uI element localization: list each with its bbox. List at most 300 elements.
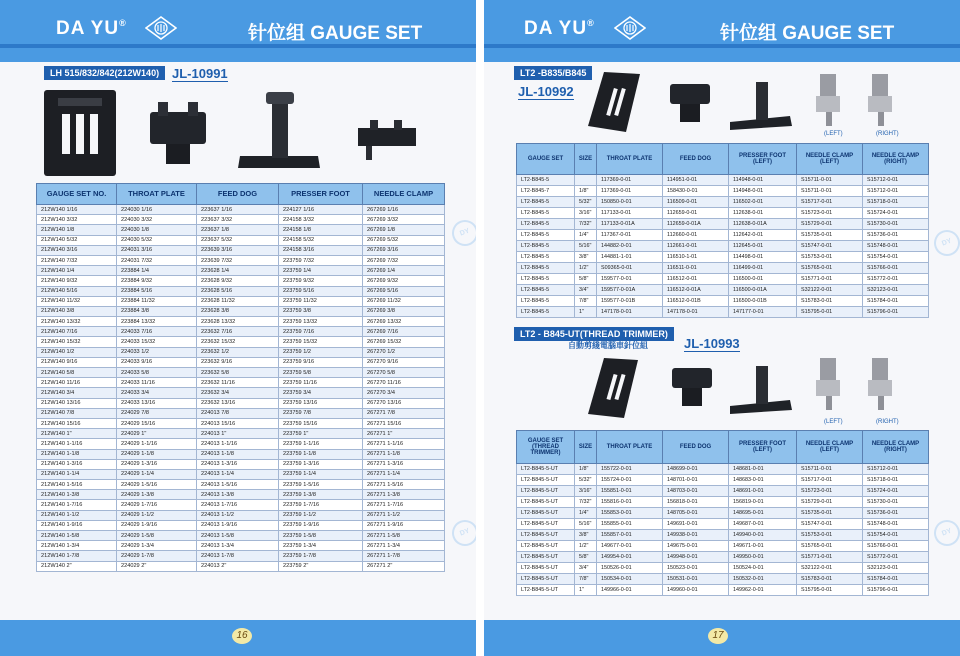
table-cell: 223759 1-5/16 <box>279 480 363 490</box>
table-cell: 112661-0-01 <box>663 241 729 252</box>
table-cell: 223628 11/32 <box>197 296 279 306</box>
table-cell: 223628 9/32 <box>197 276 279 286</box>
table-cell: LT2-B845-5 <box>517 230 575 241</box>
table-cell: 159577-0-01A <box>597 285 663 296</box>
table-cell: 149677-0-01 <box>597 541 663 552</box>
column-header: SIZE <box>575 431 597 464</box>
table-cell: 149687-0-01 <box>729 519 797 530</box>
table-cell: 5/8" <box>575 552 597 563</box>
table-cell: 112638-0-01A <box>729 219 797 230</box>
left-clamp-label: (LEFT) <box>824 131 843 137</box>
table-cell: 224013 1-1/16 <box>197 439 279 449</box>
product-code: JL-10992 <box>518 84 574 99</box>
table-cell: 267271 1-7/8 <box>363 551 445 561</box>
table-cell: S15783-0-01 <box>797 574 863 585</box>
table-cell: S32123-0-01 <box>863 285 929 296</box>
column-header: NEEDLE CLAMP (LEFT) <box>797 431 863 464</box>
table-cell: 212W140 15/16 <box>37 418 117 428</box>
brand-name: DA YU® <box>524 18 595 39</box>
table-row <box>37 245 445 255</box>
table-cell: 267269 1/8 <box>363 225 445 235</box>
column-header: NEEDLE CLAMP (LEFT) <box>797 144 863 175</box>
table-cell: 224013 2" <box>197 561 279 571</box>
table-cell: S15718-0-01 <box>863 475 929 486</box>
table-cell: 224033 3/4 <box>117 388 197 398</box>
table-cell: 224158 3/16 <box>279 245 363 255</box>
table-row <box>37 276 445 286</box>
table-cell: 224030 3/32 <box>117 215 197 225</box>
table-cell: 114948-0-01 <box>729 175 797 186</box>
table-cell: 212W140 7/8 <box>37 408 117 418</box>
table-cell: 223759 3/4 <box>279 388 363 398</box>
table-cell: 224030 5/32 <box>117 235 197 245</box>
table-cell: LT2-B845-5 <box>517 219 575 230</box>
model-label: LT2 - B845-UT(THREAD TRIMMER) <box>514 327 674 341</box>
table-cell: S15717-0-01 <box>797 197 863 208</box>
table-cell: 223884 11/32 <box>117 296 197 306</box>
right-page <box>484 0 960 656</box>
table-cell: 149671-0-01 <box>729 541 797 552</box>
table-cell: 7/32" <box>575 219 597 230</box>
table-row <box>37 510 445 520</box>
table-cell: 1" <box>575 585 597 596</box>
table-row <box>37 551 445 561</box>
gauge-set-table <box>516 143 929 318</box>
table-cell: 112645-0-01 <box>729 241 797 252</box>
table-cell: LT2-B845-5 <box>517 307 575 318</box>
table-row <box>37 439 445 449</box>
table-cell: 212W140 1/8 <box>37 225 117 235</box>
table-cell: LT2-B845-5-UT <box>517 508 575 519</box>
table-row <box>517 585 929 596</box>
table-cell: 1/4" <box>575 508 597 519</box>
column-header: PRESSER FOOT (LEFT) <box>729 431 797 464</box>
table-cell: 150534-0-01 <box>597 574 663 585</box>
table-cell: S15735-0-01 <box>797 508 863 519</box>
table-cell: LT2-B845-5-UT <box>517 486 575 497</box>
table-cell: 212W140 3/4 <box>37 388 117 398</box>
table-cell: 112660-0-01 <box>663 230 729 241</box>
table-cell: 116510-1-01 <box>663 252 729 263</box>
table-cell: S15724-0-01 <box>863 208 929 219</box>
table-cell: S32122-0-01 <box>797 285 863 296</box>
column-header: NEEDLE CLAMP <box>363 184 445 205</box>
table-cell: 5/16" <box>575 519 597 530</box>
table-cell: LT2-B845-5 <box>517 208 575 219</box>
watermark-logo: DY <box>448 216 476 249</box>
table-cell: 267269 5/16 <box>363 286 445 296</box>
table-cell: S15724-0-01 <box>863 486 929 497</box>
table-cell: 148703-0-01 <box>663 486 729 497</box>
table-cell: 223632 7/16 <box>197 327 279 337</box>
table-cell: 5/16" <box>575 241 597 252</box>
table-cell: 212W140 1-1/4 <box>37 469 117 479</box>
table-cell: 267269 5/32 <box>363 235 445 245</box>
left-clamp-label: (LEFT) <box>824 419 843 425</box>
feed-dog-image <box>672 368 712 406</box>
watermark-logo: DY <box>448 516 476 549</box>
page-title: 针位组 GAUGE SET <box>720 23 895 44</box>
table-cell: 267271 1-1/16 <box>363 439 445 449</box>
table-cell: 148701-0-01 <box>663 475 729 486</box>
table-cell: 223759 7/16 <box>279 327 363 337</box>
throat-plate-image <box>44 90 116 176</box>
page-header <box>484 0 960 62</box>
table-row <box>37 235 445 245</box>
table-row <box>517 307 929 318</box>
table-cell: S15723-0-01 <box>797 208 863 219</box>
table-cell: S15766-0-01 <box>863 541 929 552</box>
table-row <box>517 274 929 285</box>
table-cell: LT2-B845-5 <box>517 285 575 296</box>
table-cell: 155816-0-01 <box>597 497 663 508</box>
table-cell: 224029 1-3/8 <box>117 490 197 500</box>
column-header: PRESSER FOOT <box>279 184 363 205</box>
table-row <box>37 408 445 418</box>
table-cell: S15711-0-01 <box>797 175 863 186</box>
table-row <box>517 508 929 519</box>
table-cell: LT2-B845-5 <box>517 252 575 263</box>
table-cell: LT2-B845-5 <box>517 175 575 186</box>
table-cell: 267270 13/16 <box>363 398 445 408</box>
table-cell: LT2-B845-5-UT <box>517 552 575 563</box>
table-row <box>37 480 445 490</box>
table-cell: 223884 9/32 <box>117 276 197 286</box>
table-cell: 212W140 11/32 <box>37 296 117 306</box>
table-cell: 267271 1-3/16 <box>363 459 445 469</box>
table-cell: 224127 1/16 <box>279 205 363 215</box>
table-cell: 224013 1-1/4 <box>197 469 279 479</box>
table-cell: 223759 1-5/8 <box>279 531 363 541</box>
parts-illustration <box>580 66 920 136</box>
table-cell: 223759 3/8 <box>279 306 363 316</box>
table-cell: 116512-0-01 <box>663 274 729 285</box>
table-cell: S15748-0-01 <box>863 241 929 252</box>
table-cell: 149691-0-01 <box>663 519 729 530</box>
table-cell: 149954-0-01 <box>597 552 663 563</box>
column-header: GAUGE SET NO. <box>37 184 117 205</box>
table-row <box>37 317 445 327</box>
table-cell: 147178-0-01 <box>663 307 729 318</box>
needle-clamp-right-image <box>868 358 892 410</box>
table-cell: 212W140 1-5/16 <box>37 480 117 490</box>
table-cell: 7/8" <box>575 574 597 585</box>
product-code: JL-10993 <box>684 336 740 351</box>
column-header: FEED DOG <box>663 144 729 175</box>
table-cell: 3/4" <box>575 563 597 574</box>
right-clamp-label: (RIGHT) <box>876 131 899 137</box>
table-cell: 149966-0-01 <box>597 585 663 596</box>
table-cell: 267270 11/16 <box>363 378 445 388</box>
page-header <box>0 0 476 62</box>
table-row <box>517 219 929 230</box>
column-header: FEED DOG <box>663 431 729 464</box>
table-cell: S15712-0-01 <box>863 464 929 475</box>
table-cell: 212W140 5/16 <box>37 286 117 296</box>
table-row <box>37 205 445 215</box>
column-header: GAUGE SET (THREAD TRIMMER) <box>517 431 575 464</box>
table-cell: 267271 1-5/8 <box>363 531 445 541</box>
table-cell: 114951-0-01 <box>663 175 729 186</box>
table-cell: 224013 1-5/16 <box>197 480 279 490</box>
table-cell: 212W140 1/16 <box>37 205 117 215</box>
table-cell: 223632 13/16 <box>197 398 279 408</box>
table-cell: 224033 11/16 <box>117 378 197 388</box>
table-cell: 267271 1" <box>363 429 445 439</box>
table-row <box>517 252 929 263</box>
table-cell: 212W140 3/32 <box>37 215 117 225</box>
table-cell: 223632 11/16 <box>197 378 279 388</box>
table-cell: 116499-0-01 <box>729 263 797 274</box>
table-cell: 116512-0-01B <box>663 296 729 307</box>
table-cell: 223628 3/8 <box>197 306 279 316</box>
presser-foot-image <box>730 366 792 414</box>
table-row <box>37 266 445 276</box>
table-cell: 223759 1-7/8 <box>279 551 363 561</box>
feed-dog-image <box>670 84 710 122</box>
page-gutter <box>476 0 484 656</box>
table-cell: 212W140 1-1/16 <box>37 439 117 449</box>
table-cell: 267271 1-3/4 <box>363 541 445 551</box>
table-cell: 223759 1-7/16 <box>279 500 363 510</box>
table-cell: S15748-0-01 <box>863 519 929 530</box>
table-cell: 267271 15/16 <box>363 418 445 428</box>
table-row <box>517 186 929 197</box>
table-cell: 116500-0-01B <box>729 296 797 307</box>
table-cell: 112659-0-01A <box>663 219 729 230</box>
table-row <box>37 541 445 551</box>
table-cell: 223759 9/16 <box>279 357 363 367</box>
table-cell: 224033 15/32 <box>117 337 197 347</box>
table-cell: 116512-0-01A <box>663 285 729 296</box>
table-cell: 223639 3/16 <box>197 245 279 255</box>
table-cell: S15784-0-01 <box>863 574 929 585</box>
table-cell: 116500-0-01A <box>729 285 797 296</box>
table-cell: 223759 1/2 <box>279 347 363 357</box>
table-row <box>37 306 445 316</box>
table-cell: 267269 11/32 <box>363 296 445 306</box>
table-row <box>37 337 445 347</box>
watermark-logo: DY <box>930 516 960 549</box>
table-cell: 159577-0-01B <box>597 296 663 307</box>
table-cell: 212W140 1-1/2 <box>37 510 117 520</box>
table-cell: 223884 5/16 <box>117 286 197 296</box>
page-number: 16 <box>232 628 252 644</box>
table-cell: 267270 5/8 <box>363 368 445 378</box>
table-cell: S15795-0-01 <box>797 585 863 596</box>
table-cell: 7/8" <box>575 296 597 307</box>
table-row <box>517 208 929 219</box>
table-cell: 267269 13/32 <box>363 317 445 327</box>
table-cell: S09365-0-01 <box>597 263 663 274</box>
table-cell: 3/16" <box>575 208 597 219</box>
table-cell: 212W140 9/32 <box>37 276 117 286</box>
table-cell: S15723-0-01 <box>797 486 863 497</box>
table-cell: 223759 15/32 <box>279 337 363 347</box>
column-header: PRESSER FOOT (LEFT) <box>729 144 797 175</box>
table-cell: 155851-0-01 <box>597 486 663 497</box>
table-row <box>37 286 445 296</box>
table-cell: 267271 1-5/16 <box>363 480 445 490</box>
table-cell: 116502-0-01 <box>729 197 797 208</box>
table-row <box>517 296 929 307</box>
table-cell: 5/32" <box>575 475 597 486</box>
table-cell: 267269 7/32 <box>363 255 445 265</box>
table-cell: 223759 1" <box>279 429 363 439</box>
table-cell: 212W140 1/4 <box>37 266 117 276</box>
table-cell: 267270 1/2 <box>363 347 445 357</box>
table-cell: 224013 1-1/8 <box>197 449 279 459</box>
table-cell: 150532-0-01 <box>729 574 797 585</box>
table-row <box>517 464 929 475</box>
table-cell: S15783-0-01 <box>797 296 863 307</box>
table-cell: 267269 3/8 <box>363 306 445 316</box>
table-cell: 212W140 1-7/8 <box>37 551 117 561</box>
table-cell: 267269 15/32 <box>363 337 445 347</box>
table-cell: 224029 1-3/4 <box>117 541 197 551</box>
table-cell: LT2-B845-5 <box>517 241 575 252</box>
table-cell: 1/2" <box>575 263 597 274</box>
table-cell: 116509-0-01 <box>663 197 729 208</box>
table-cell: S32123-0-01 <box>863 563 929 574</box>
table-row <box>37 368 445 378</box>
table-cell: 212W140 3/16 <box>37 245 117 255</box>
parts-illustration <box>580 354 920 420</box>
table-cell: 223632 5/8 <box>197 368 279 378</box>
table-cell: 223759 1-1/2 <box>279 510 363 520</box>
table-cell: S15753-0-01 <box>797 530 863 541</box>
feed-dog-image <box>150 102 206 164</box>
table-cell: 212W140 1-9/16 <box>37 520 117 530</box>
table-cell: S15771-0-01 <box>797 274 863 285</box>
table-cell: 223884 13/32 <box>117 317 197 327</box>
table-cell: 224013 1" <box>197 429 279 439</box>
table-cell: 155722-0-01 <box>597 464 663 475</box>
table-cell: 158430-0-01 <box>663 186 729 197</box>
table-cell: 267269 7/16 <box>363 327 445 337</box>
table-cell: LT2-B845-5 <box>517 197 575 208</box>
table-cell: S15753-0-01 <box>797 252 863 263</box>
table-cell: 267269 1/4 <box>363 266 445 276</box>
table-cell: S15735-0-01 <box>797 230 863 241</box>
table-row <box>37 418 445 428</box>
table-cell: S15771-0-01 <box>797 552 863 563</box>
table-cell: LT2-B845-5-UT <box>517 530 575 541</box>
table-cell: 212W140 7/16 <box>37 327 117 337</box>
table-cell: 267271 1-1/8 <box>363 449 445 459</box>
table-cell: 223637 5/32 <box>197 235 279 245</box>
registered-mark: ® <box>587 18 595 28</box>
table-row <box>517 475 929 486</box>
table-row <box>37 357 445 367</box>
table-cell: LT2-B845-5 <box>517 296 575 307</box>
table-row <box>517 486 929 497</box>
table-cell: 267269 1/16 <box>363 205 445 215</box>
table-cell: 112659-0-01 <box>663 208 729 219</box>
table-cell: S15754-0-01 <box>863 530 929 541</box>
table-cell: S15712-0-01 <box>863 186 929 197</box>
table-cell: 223759 5/16 <box>279 286 363 296</box>
table-cell: 267270 9/16 <box>363 357 445 367</box>
table-cell: 224029 1-5/8 <box>117 531 197 541</box>
table-cell: 223637 3/32 <box>197 215 279 225</box>
table-cell: 148695-0-01 <box>729 508 797 519</box>
table-cell: 224029 15/16 <box>117 418 197 428</box>
table-cell: 117369-0-01 <box>597 175 663 186</box>
table-row <box>37 490 445 500</box>
table-cell: 149675-0-01 <box>663 541 729 552</box>
table-cell: 224031 3/16 <box>117 245 197 255</box>
table-cell: 223759 1-1/4 <box>279 469 363 479</box>
table-cell: 267271 1-7/16 <box>363 500 445 510</box>
table-cell: 223639 7/32 <box>197 255 279 265</box>
column-header: GAUGE SET <box>517 144 575 175</box>
table-cell: 267269 3/16 <box>363 245 445 255</box>
table-cell: S15730-0-01 <box>863 497 929 508</box>
left-page <box>0 0 476 656</box>
table-cell: 267271 7/8 <box>363 408 445 418</box>
table-cell: 223759 11/32 <box>279 296 363 306</box>
table-cell: 223632 15/32 <box>197 337 279 347</box>
table-cell: 212W140 5/32 <box>37 235 117 245</box>
table-cell: 5/32" <box>575 197 597 208</box>
table-cell: 212W140 9/16 <box>37 357 117 367</box>
table-cell: 149960-0-01 <box>663 585 729 596</box>
table-cell: 224029 2" <box>117 561 197 571</box>
parts-illustration <box>40 84 440 180</box>
table-cell: LT2-B845-5-UT <box>517 585 575 596</box>
table-row <box>517 230 929 241</box>
table-cell: 223759 7/8 <box>279 408 363 418</box>
table-cell: 224013 1-5/8 <box>197 531 279 541</box>
table-cell: 212W140 1" <box>37 429 117 439</box>
table-cell: 224029 1-5/16 <box>117 480 197 490</box>
table-cell: 223884 3/8 <box>117 306 197 316</box>
table-cell: S15736-0-01 <box>863 230 929 241</box>
table-cell: 223759 13/32 <box>279 317 363 327</box>
table-cell: 224013 1-1/2 <box>197 510 279 520</box>
table-cell: 1" <box>575 307 597 318</box>
table-cell: 114948-0-01 <box>729 186 797 197</box>
table-cell: LT2-B845-5-UT <box>517 574 575 585</box>
column-header: NEEDLE CLAMP (RIGHT) <box>863 144 929 175</box>
table-cell: 224029 1-1/2 <box>117 510 197 520</box>
model-label-chinese: 自動剪綫電腦車針位組 <box>568 341 648 350</box>
needle-clamp-left-image <box>816 74 840 126</box>
table-cell: 149950-0-01 <box>729 552 797 563</box>
table-cell: LT2-B845-5-UT <box>517 519 575 530</box>
table-cell: 147177-0-01 <box>729 307 797 318</box>
table-cell: LT2-B845-5-UT <box>517 497 575 508</box>
table-cell: S15796-0-01 <box>863 307 929 318</box>
table-cell: LT2-B845-7 <box>517 186 575 197</box>
table-cell: 224031 7/32 <box>117 255 197 265</box>
table-cell: 156818-0-01 <box>663 497 729 508</box>
table-cell: 212W140 7/32 <box>37 255 117 265</box>
table-cell: 212W140 1-5/8 <box>37 531 117 541</box>
table-cell: LT2-B845-5-UT <box>517 475 575 486</box>
table-row <box>517 541 929 552</box>
table-cell: 117367-0-01 <box>597 230 663 241</box>
table-cell: 150526-0-01 <box>597 563 663 574</box>
table-cell: 223628 13/32 <box>197 317 279 327</box>
table-cell: 223759 7/32 <box>279 255 363 265</box>
column-header: FEED DOG <box>197 184 279 205</box>
table-cell: 224013 1-3/8 <box>197 490 279 500</box>
table-cell: 212W140 11/16 <box>37 378 117 388</box>
table-row <box>37 449 445 459</box>
table-cell: 149938-0-01 <box>663 530 729 541</box>
